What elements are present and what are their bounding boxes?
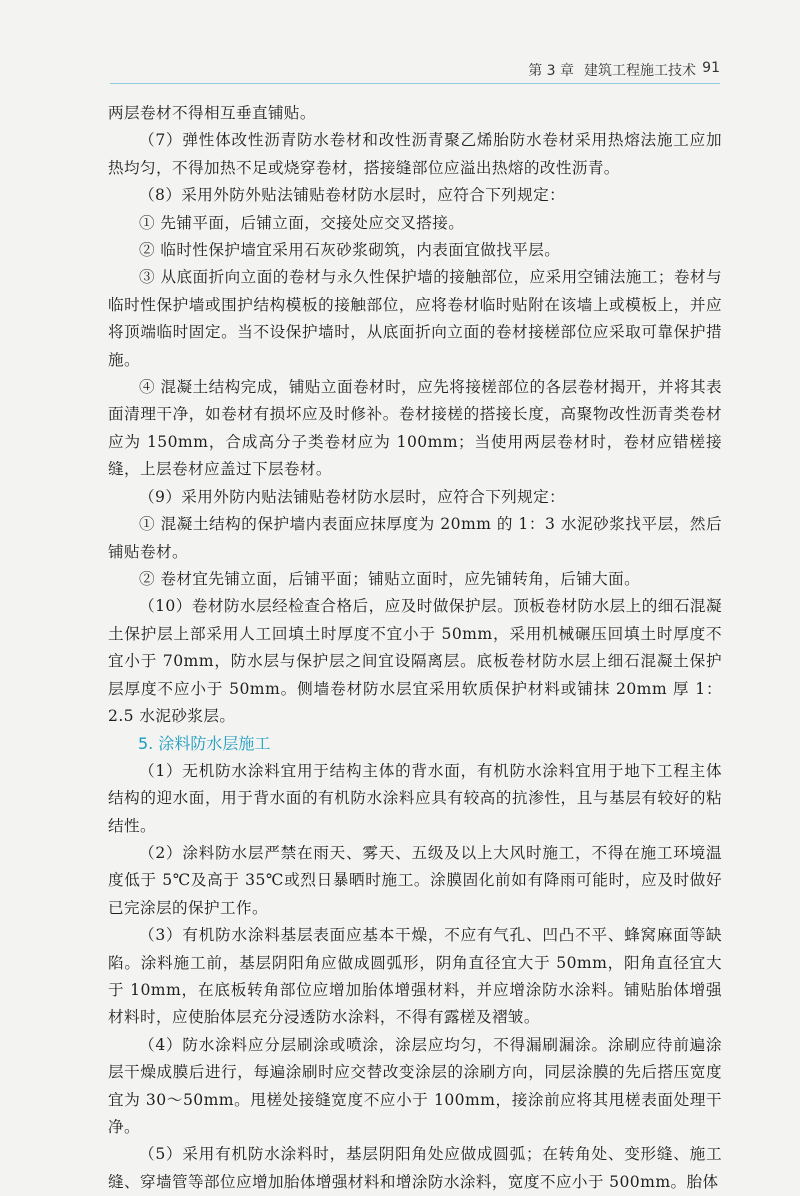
chapter-label: 第 3 章	[528, 63, 574, 79]
paragraph: （5）采用有机防水涂料时，基层阴阳角处应做成圆弧；在转角处、变形缝、施工缝、穿墙管等部位应增加胎体增强材料和增涂防水涂料，宽度不应小于 500mm。胎体	[108, 1145, 722, 1191]
paragraph: （9）采用外防内贴法铺贴卷材防水层时，应符合下列规定：	[139, 487, 566, 506]
section-heading: 5. 涂料防水层施工	[138, 734, 271, 754]
paragraph: ① 先铺平面，后铺立面，交接处应交叉搭接。	[139, 213, 465, 232]
paragraph: （2）涂料防水层严禁在雨天、雾天、五级及以上大风时施工，不得在施工环境温度低于 5℃及高于 35℃或烈日暴晒时施工。涂膜固化前如有降雨可能时，应及时做好已完涂层的保护工作。	[108, 843, 722, 917]
body-text	[108, 100, 722, 1196]
running-header	[0, 58, 800, 84]
paragraph: ② 临时性保护墙宜采用石灰砂浆砌筑，内表面宜做找平层。	[139, 241, 561, 260]
paragraph-group-top	[108, 100, 722, 730]
header-rule	[110, 83, 720, 84]
chapter-title: 建筑工程施工技术	[584, 63, 696, 79]
paragraph: ③ 从底面折向立面的卷材与永久性保护墙的接触部位，应采用空铺法施工；卷材与临时性保护墙或围护结构模板的接触部位，应将卷材临时贴附在该墙上或模板上，并应将顶端临时固定。当不设保护墙时，从底面折向立面的卷材接槎部位应采取可靠保护措施。	[108, 268, 722, 369]
paragraph: ② 卷材宜先铺立面，后铺平面；铺贴立面时，应先铺转角，后铺大面。	[139, 569, 641, 588]
paragraph: ① 混凝土结构的保护墙内表面应抹厚度为 20mm 的 1：3 水泥砂浆找平层，然后铺贴卷材。	[108, 515, 722, 561]
paragraph: （3）有机防水涂料基层表面应基本干燥，不应有气孔、凹凸不平、蜂窝麻面等缺陷。涂料施工前，基层阴阳角应做成圆弧形，阴角直径宜大于 50mm，阳角直径宜大于 10mm，在底板转角部位应增加胎体增强材料，并应增涂防水涂料。铺贴胎体增强材料时，应使胎体层充分浸透防水涂料，不得有露槎及褶皱。	[108, 926, 722, 1027]
running-header-text	[528, 60, 708, 80]
paragraph: （10）卷材防水层经检查合格后，应及时做保护层。顶板卷材防水层上的细石混凝土保护层上部采用人工回填土时厚度不宜小于 50mm，采用机械碾压回填土时厚度不宜小于 70mm，防水层与保护层之间宜设隔离层。底板卷材防水层上细石混凝土保护层厚度不应小于 50mm。侧墙卷材防水层宜采用软质保护材料或铺抹 20mm 厚 1：2.5 水泥砂浆层。	[108, 597, 722, 725]
paragraph: （8）采用外防外贴法铺贴卷材防水层时，应符合下列规定：	[139, 186, 566, 205]
page-number: 91	[702, 60, 720, 76]
paragraph: ④ 混凝土结构完成，铺贴立面卷材时，应先将接槎部位的各层卷材揭开，并将其表面清理干净，如卷材有损坏应及时修补。卷材接槎的搭接长度，高聚物改性沥青类卷材应为 150mm，合成高分子类卷材应为 100mm；当使用两层卷材时，卷材应错槎接缝，上层卷材应盖过下层卷材。	[108, 378, 722, 479]
paragraph-group-bottom	[108, 758, 722, 1196]
paragraph: （4）防水涂料应分层刷涂或喷涂，涂层应均匀，不得漏刷漏涂。涂刷应待前遍涂层干燥成膜后进行，每遍涂刷时应交替改变涂层的涂刷方向，同层涂膜的先后搭压宽度宜为 30～50mm。甩槎处接缝宽度不应小于 100mm，接涂前应将其甩槎表面处理干净。	[108, 1035, 722, 1137]
paragraph: 两层卷材不得相互垂直铺贴。	[108, 104, 316, 122]
paragraph: （7）弹性体改性沥青防水卷材和改性沥青聚乙烯胎防水卷材采用热熔法施工应加热均匀，不得加热不足或烧穿卷材，搭接缝部位应溢出热熔的改性沥青。	[108, 131, 722, 177]
paragraph: （1）无机防水涂料宜用于结构主体的背水面，有机防水涂料宜用于地下工程主体结构的迎水面，用于背水面的有机防水涂料应具有较高的抗渗性，且与基层有较好的粘结性。	[108, 761, 722, 835]
